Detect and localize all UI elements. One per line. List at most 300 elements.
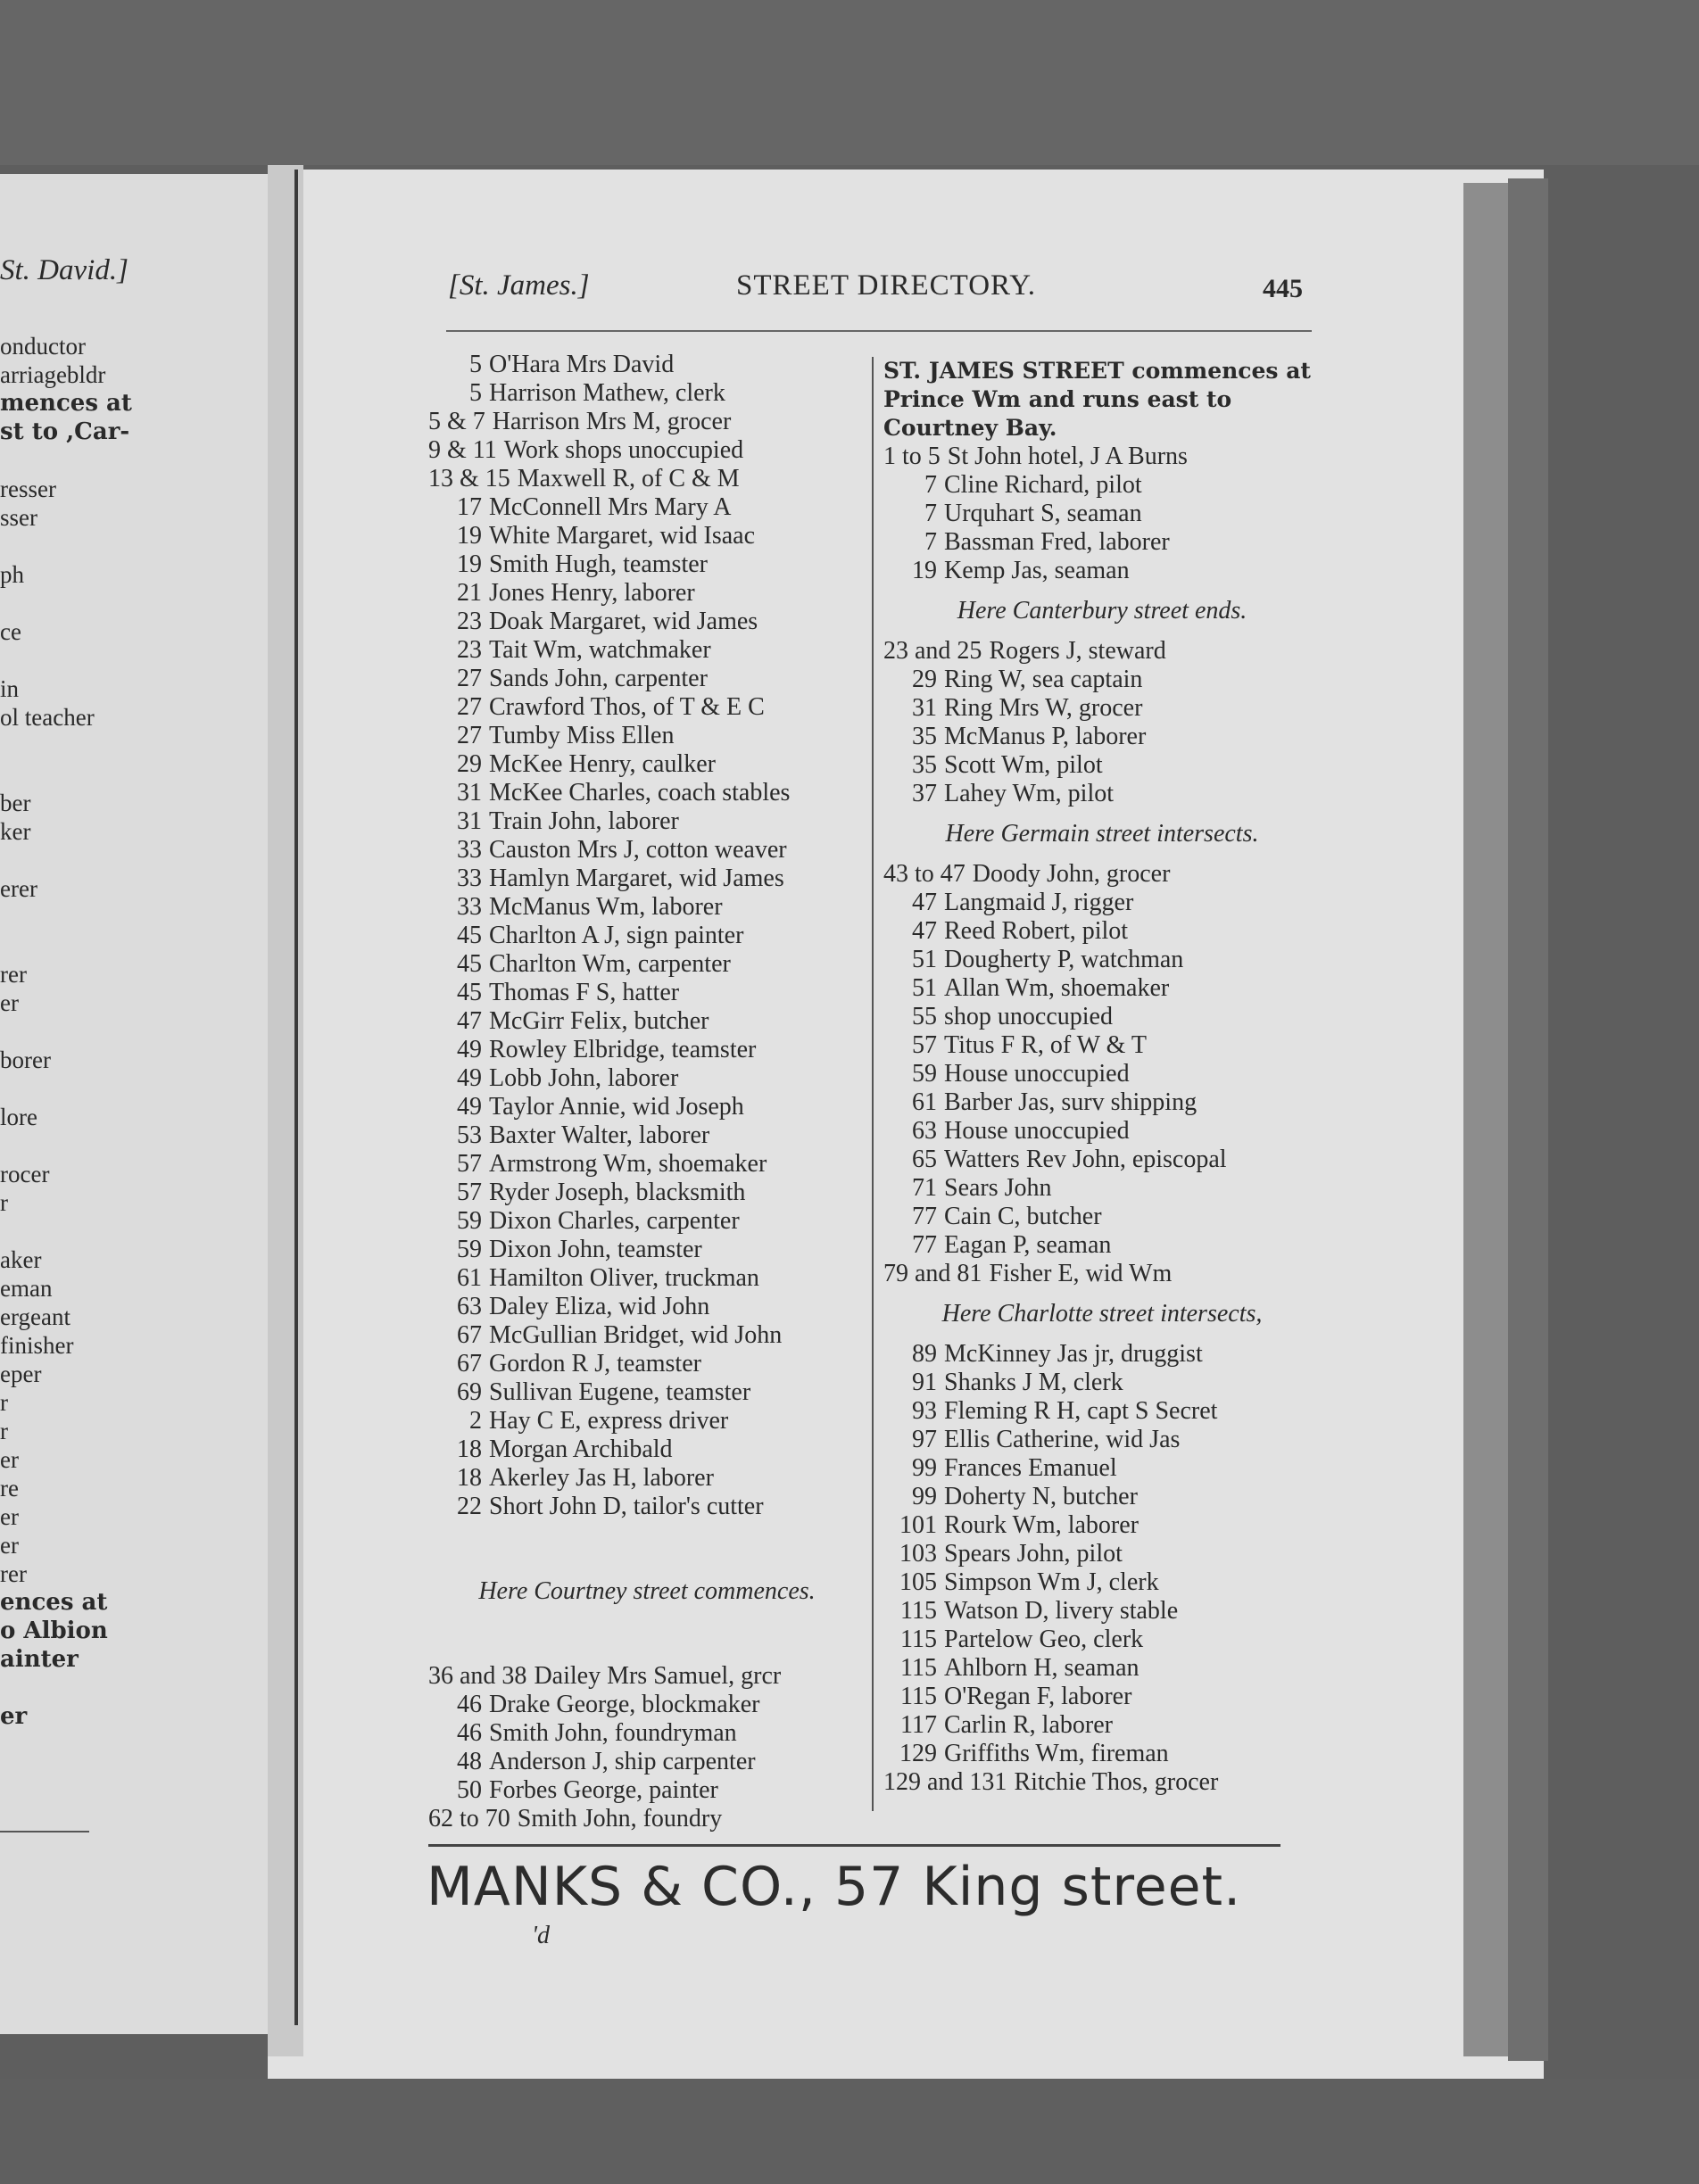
resident-name: Cain C, butcher (944, 1203, 1102, 1230)
directory-entry (428, 1407, 866, 1435)
left-page-fragment: r (0, 1189, 8, 1216)
resident-name: Rourk Wm, laborer (944, 1511, 1139, 1539)
house-number: 7 (924, 471, 937, 499)
house-number: 37 (912, 780, 937, 807)
street-heading: ST. JAMES STREET commences at Prince Wm and runs east to Courtney Bay. (883, 358, 1311, 441)
directory-entry (428, 522, 866, 550)
resident-name: Armstrong Wm, shoemaker (489, 1150, 767, 1178)
directory-entry (428, 1435, 866, 1464)
house-number: 105 (899, 1568, 937, 1596)
resident-name: Scott Wm, pilot (944, 751, 1103, 779)
resident-name: Smith John, foundryman (489, 1719, 737, 1747)
directory-entry (428, 1662, 866, 1691)
resident-name: Allan Wm, shoemaker (944, 974, 1170, 1002)
left-page-fragment: eman (0, 1275, 53, 1302)
resident-name: Eagan P, seaman (944, 1231, 1112, 1259)
left-page-fragment: ainter (0, 1646, 79, 1673)
house-number: 49 (457, 1064, 482, 1092)
directory-entry (883, 1174, 1321, 1203)
directory-entry (428, 779, 866, 807)
house-number: 47 (457, 1007, 482, 1035)
house-number: 69 (457, 1378, 482, 1406)
house-number: 53 (457, 1121, 482, 1149)
directory-entry (428, 1464, 866, 1493)
house-number: 23 (457, 608, 482, 635)
directory-entry (428, 864, 866, 893)
left-page-fragment: borer (0, 1046, 51, 1073)
resident-name: Carlin R, laborer (944, 1711, 1113, 1739)
resident-name: Harrison Mrs M, grocer (492, 408, 732, 435)
house-number: 51 (912, 974, 937, 1002)
house-number: 45 (457, 979, 482, 1006)
house-number: 27 (457, 693, 482, 721)
resident-name: Sullivan Eugene, teamster (489, 1378, 751, 1406)
left-page-fragment (0, 646, 277, 674)
house-number: 99 (912, 1483, 937, 1510)
directory-entry (428, 1805, 866, 1833)
left-page-fragment: eper (0, 1361, 42, 1387)
left-page-fragment: o Albion (0, 1617, 108, 1644)
resident-name: Ritchie Thos, grocer (1014, 1768, 1219, 1796)
house-number: 65 (912, 1146, 937, 1173)
resident-name: House unoccupied (944, 1117, 1130, 1145)
house-number: 48 (457, 1748, 482, 1775)
resident-name: Thomas F S, hatter (489, 979, 680, 1006)
directory-entry (428, 1493, 866, 1521)
directory-entry (428, 1264, 866, 1293)
advertisement: MANKS & CO., 57 King street. (427, 1856, 1242, 1918)
left-page-fragment: ences at (0, 1589, 108, 1616)
directory-entry (883, 1626, 1321, 1654)
left-page-fragment: lore (0, 1104, 37, 1130)
resident-name: Ryder Joseph, blacksmith (489, 1179, 746, 1206)
house-number: 23 and 25 (883, 637, 982, 665)
footer-rule (428, 1844, 1280, 1847)
house-number: 47 (912, 889, 937, 916)
left-page-fragment (0, 1674, 277, 1702)
left-page-fragment: er (0, 1503, 19, 1530)
house-number: 49 (457, 1036, 482, 1063)
house-number: 19 (457, 522, 482, 550)
house-number: 93 (912, 1397, 937, 1425)
house-number: 43 to 47 (883, 860, 966, 888)
left-page-fragment (0, 1017, 277, 1046)
directory-entry (883, 723, 1321, 751)
directory-entry (428, 1321, 866, 1350)
header-rule (446, 330, 1312, 332)
left-page-fragment (0, 589, 277, 617)
directory-entry (883, 1768, 1321, 1797)
directory-entry (428, 408, 866, 436)
house-number: 45 (457, 950, 482, 978)
directory-entry (428, 979, 866, 1007)
street-note: Here Canterbury street ends. (957, 597, 1247, 625)
house-number: 57 (457, 1150, 482, 1178)
resident-name: Forbes George, painter (489, 1776, 718, 1804)
resident-name: Partelow Geo, clerk (944, 1626, 1144, 1653)
resident-name: Daley Eliza, wid John (489, 1293, 710, 1320)
resident-name: Doak Margaret, wid James (489, 608, 758, 635)
resident-name: O'Hara Mrs David (489, 351, 675, 378)
directory-entry (428, 493, 866, 522)
scan-background-bottom (0, 2079, 1699, 2184)
directory-entry (883, 500, 1321, 528)
directory-entry (883, 528, 1321, 557)
resident-name: St John hotel, J A Burns (947, 443, 1188, 470)
left-page-fragment (0, 1131, 277, 1160)
left-page-fragment: r (0, 1418, 8, 1444)
directory-entry (428, 550, 866, 579)
directory-entry (883, 1397, 1321, 1426)
directory-entry (883, 1483, 1321, 1511)
resident-name: Short John D, tailor's cutter (489, 1493, 764, 1520)
house-number: 89 (912, 1340, 937, 1368)
house-number: 101 (899, 1511, 937, 1539)
resident-name: Hamlyn Margaret, wid James (489, 864, 784, 892)
resident-name: Train John, laborer (489, 807, 679, 835)
directory-entry (883, 860, 1321, 889)
resident-name: Akerley Jas H, laborer (489, 1464, 714, 1492)
directory-entry (883, 1369, 1321, 1397)
directory-entry (883, 1260, 1321, 1288)
directory-entry (428, 1378, 866, 1407)
directory-entry (883, 666, 1321, 694)
directory-entry (428, 579, 866, 608)
directory-entry (428, 836, 866, 864)
house-number: 33 (457, 893, 482, 921)
house-number: 29 (457, 750, 482, 778)
house-number: 17 (457, 493, 482, 521)
directory-entry (428, 1007, 866, 1036)
house-number: 61 (457, 1264, 482, 1292)
left-page-fragment: er (0, 1532, 19, 1559)
resident-name: Anderson J, ship carpenter (489, 1748, 756, 1775)
house-number: 59 (457, 1236, 482, 1263)
house-number: 99 (912, 1454, 937, 1482)
house-number: 91 (912, 1369, 937, 1396)
directory-entry (883, 1203, 1321, 1231)
house-number: 62 to 70 (428, 1805, 510, 1832)
left-page-fragment (0, 903, 277, 931)
house-number: 18 (457, 1435, 482, 1463)
resident-name: Griffiths Wm, fireman (944, 1740, 1169, 1767)
house-number: 50 (457, 1776, 482, 1804)
gutter-line (294, 170, 298, 2025)
directory-entry (428, 1719, 866, 1748)
house-number: 129 and 131 (883, 1768, 1007, 1796)
house-number: 57 (912, 1031, 937, 1059)
resident-name: Frances Emanuel (944, 1454, 1117, 1482)
left-page-fragment: mences at (0, 390, 132, 417)
directory-entry (883, 1711, 1321, 1740)
house-number: 77 (912, 1203, 937, 1230)
street-note: Here Charlotte street intersects, (941, 1300, 1263, 1328)
directory-entry (428, 693, 866, 722)
resident-name: Gordon R J, teamster (489, 1350, 701, 1377)
directory-entry (883, 1597, 1321, 1626)
resident-name: Ahlborn H, seaman (944, 1654, 1140, 1682)
house-number: 31 (912, 694, 937, 722)
directory-entry (428, 1236, 866, 1264)
directory-entry (883, 946, 1321, 974)
left-page-fragment: ergeant (0, 1303, 70, 1330)
directory-entry (883, 1060, 1321, 1088)
left-page-fragment (0, 1074, 277, 1103)
house-number: 47 (912, 917, 937, 945)
resident-name: O'Regan F, laborer (944, 1683, 1132, 1710)
resident-name: Work shops unoccupied (503, 436, 744, 464)
house-number: 22 (457, 1493, 482, 1520)
house-number: 115 (900, 1626, 937, 1653)
directory-entry (883, 637, 1321, 666)
house-number: 2 (469, 1407, 482, 1435)
house-number: 97 (912, 1426, 937, 1453)
house-number: 1 to 5 (883, 443, 941, 470)
directory-entry (883, 1511, 1321, 1540)
house-number: 51 (912, 946, 937, 973)
house-number: 9 & 11 (428, 436, 497, 464)
left-page-fragment: arriagebldr (0, 361, 106, 388)
left-page-fragment (0, 732, 277, 760)
resident-name: Shanks J M, clerk (944, 1369, 1123, 1396)
resident-name: McConnell Mrs Mary A (489, 493, 732, 521)
house-number: 63 (457, 1293, 482, 1320)
resident-name: Spears John, pilot (944, 1540, 1123, 1568)
house-number: 67 (457, 1321, 482, 1349)
house-number: 77 (912, 1231, 937, 1259)
left-page-fragment: ce (0, 618, 21, 645)
left-page-fragment: ol teacher (0, 704, 95, 731)
directory-entry (883, 1231, 1321, 1260)
directory-entry (428, 351, 866, 379)
column-divider (872, 357, 874, 1811)
page-edge-shadow (1508, 178, 1548, 2061)
resident-name: Ring Mrs W, grocer (944, 694, 1143, 722)
house-number: 23 (457, 636, 482, 664)
house-number: 29 (912, 666, 937, 693)
resident-name: Doody John, grocer (972, 860, 1171, 888)
house-number: 115 (900, 1654, 937, 1682)
resident-name: Drake George, blockmaker (489, 1691, 760, 1718)
resident-name: Dixon John, teamster (489, 1236, 702, 1263)
scan-background-top (0, 0, 1699, 165)
house-number: 18 (457, 1464, 482, 1492)
house-number: 7 (924, 500, 937, 527)
resident-name: Simpson Wm J, clerk (944, 1568, 1159, 1596)
directory-entry (428, 1293, 866, 1321)
directory-entry (883, 1146, 1321, 1174)
resident-name: Kemp Jas, seaman (944, 557, 1130, 584)
resident-name: McGullian Bridget, wid John (489, 1321, 783, 1349)
directory-entry (883, 1740, 1321, 1768)
resident-name: Hamilton Oliver, truckman (489, 1264, 759, 1292)
directory-entry (428, 1121, 866, 1150)
house-number: 5 & 7 (428, 408, 485, 435)
left-page-fragment (0, 846, 277, 874)
directory-entry (883, 1540, 1321, 1568)
resident-name: Taylor Annie, wid Joseph (489, 1093, 744, 1121)
left-page-fragment: resser (0, 476, 56, 502)
resident-name: Charlton Wm, carpenter (489, 950, 731, 978)
left-page-fragment: st to ,Car- (0, 418, 130, 445)
resident-name: Smith Hugh, teamster (489, 550, 708, 578)
resident-name: Ellis Catherine, wid Jas (944, 1426, 1181, 1453)
resident-name: Reed Robert, pilot (944, 917, 1129, 945)
left-page-fragment: rocer (0, 1161, 50, 1187)
house-number: 27 (457, 722, 482, 749)
left-page-fragment (0, 931, 277, 960)
resident-name: Causton Mrs J, cotton weaver (489, 836, 787, 864)
directory-entry (428, 950, 866, 979)
street-note: Here Courtney street commences. (478, 1577, 816, 1605)
directory-entry (883, 1088, 1321, 1117)
directory-entry (883, 1031, 1321, 1060)
house-number: 33 (457, 836, 482, 864)
house-number: 71 (912, 1174, 937, 1202)
left-page-fragment: er (0, 1703, 28, 1730)
footer-mark: 'd (532, 1922, 550, 1949)
column-gap (428, 1521, 866, 1566)
directory-entry (883, 694, 1321, 723)
resident-name: Doherty N, butcher (944, 1483, 1138, 1510)
resident-name: Langmaid J, rigger (944, 889, 1134, 916)
resident-name: McManus P, laborer (944, 723, 1147, 750)
house-number: 57 (457, 1179, 482, 1206)
house-number: 5 (469, 351, 482, 378)
house-number: 36 and 38 (428, 1662, 527, 1690)
street-note: Here Germain street intersects. (945, 820, 1259, 848)
directory-entry (883, 471, 1321, 500)
left-page-fragment (0, 1217, 277, 1245)
house-number: 31 (457, 779, 482, 807)
resident-name: White Margaret, wid Isaac (489, 522, 756, 550)
directory-entry (428, 893, 866, 922)
house-number: 103 (899, 1540, 937, 1568)
resident-name: Tumby Miss Ellen (489, 722, 675, 749)
left-page-fragment: onductor (0, 333, 86, 360)
resident-name: Baxter Walter, laborer (489, 1121, 710, 1149)
house-number: 63 (912, 1117, 937, 1145)
house-number: 35 (912, 723, 937, 750)
resident-name: Ring W, sea captain (944, 666, 1143, 693)
directory-entry (428, 922, 866, 950)
house-number: 35 (912, 751, 937, 779)
directory-entry (883, 889, 1321, 917)
left-page-fragment: in (0, 675, 20, 702)
house-number: 46 (457, 1691, 482, 1718)
directory-entry (428, 722, 866, 750)
directory-column-left (428, 351, 866, 1833)
directory-entry (428, 1691, 866, 1719)
resident-name: Rogers J, steward (989, 637, 1166, 665)
house-number: 13 & 15 (428, 465, 510, 492)
house-number: 115 (900, 1683, 937, 1710)
resident-name: Sands John, carpenter (489, 665, 708, 692)
house-number: 61 (912, 1088, 937, 1116)
house-number: 19 (912, 557, 937, 584)
house-number: 115 (900, 1597, 937, 1625)
left-page-fragment: sser (0, 504, 37, 531)
left-page-fragment: er (0, 1446, 19, 1473)
left-page-fragment: erer (0, 875, 37, 902)
directory-entry (883, 1454, 1321, 1483)
left-page-fragment (0, 446, 277, 475)
resident-name: McManus Wm, laborer (489, 893, 723, 921)
directory-entry (883, 780, 1321, 808)
left-page-fragment: rer (0, 1560, 27, 1587)
directory-entry (428, 1093, 866, 1121)
directory-entry (428, 1179, 866, 1207)
resident-name: Lahey Wm, pilot (944, 780, 1114, 807)
left-page-fragment: ber (0, 790, 31, 816)
directory-entry (883, 974, 1321, 1003)
resident-name: Titus F R, of W & T (944, 1031, 1147, 1059)
resident-name: McKee Henry, caulker (489, 750, 716, 778)
house-number: 79 and 81 (883, 1260, 982, 1287)
directory-entry (883, 1117, 1321, 1146)
resident-name: Lobb John, laborer (489, 1064, 679, 1092)
directory-entry (883, 557, 1321, 585)
house-number: 49 (457, 1093, 482, 1121)
resident-name: Watson D, livery stable (944, 1597, 1179, 1625)
directory-entry (883, 917, 1321, 946)
running-header-section: [St. James.] (448, 269, 590, 302)
directory-entry (428, 636, 866, 665)
resident-name: Harrison Mathew, clerk (489, 379, 725, 407)
column-gap (428, 1617, 866, 1662)
resident-name: Fleming R H, capt S Secret (944, 1397, 1218, 1425)
directory-entry (883, 1426, 1321, 1454)
resident-name: Cline Richard, pilot (944, 471, 1142, 499)
left-page-fragment: re (0, 1475, 19, 1502)
resident-name: Morgan Archibald (489, 1435, 673, 1463)
directory-entry (883, 1654, 1321, 1683)
resident-name: House unoccupied (944, 1060, 1130, 1088)
directory-entry (883, 1568, 1321, 1597)
left-page-fragment: ker (0, 818, 31, 845)
left-page-fragment: finisher (0, 1332, 74, 1359)
left-page-fragment: er (0, 989, 19, 1016)
house-number: 7 (924, 528, 937, 556)
resident-name: shop unoccupied (944, 1003, 1113, 1030)
directory-entry (428, 1036, 866, 1064)
directory-entry (428, 436, 866, 465)
left-page-fragment (0, 760, 277, 789)
resident-name: McKee Charles, coach stables (489, 779, 791, 807)
left-page-fragment (0, 532, 277, 560)
resident-name: Dixon Charles, carpenter (489, 1207, 740, 1235)
house-number: 21 (457, 579, 482, 607)
resident-name: Smith John, foundry (517, 1805, 723, 1832)
directory-entry (883, 1003, 1321, 1031)
running-header-title: STREET DIRECTORY. (736, 269, 1037, 302)
house-number: 55 (912, 1003, 937, 1030)
resident-name: Bassman Fred, laborer (944, 528, 1170, 556)
left-page-rule (0, 1831, 89, 1832)
directory-entry (428, 1064, 866, 1093)
resident-name: Barber Jas, surv shipping (944, 1088, 1198, 1116)
directory-entry (428, 1350, 866, 1378)
house-number: 27 (457, 665, 482, 692)
house-number: 59 (457, 1207, 482, 1235)
house-number: 19 (457, 550, 482, 578)
left-page-fragment: r (0, 1389, 8, 1416)
directory-entry (428, 750, 866, 779)
resident-name: Fisher E, wid Wm (989, 1260, 1173, 1287)
house-number: 67 (457, 1350, 482, 1377)
house-number: 117 (900, 1711, 937, 1739)
resident-name: Tait Wm, watchmaker (489, 636, 711, 664)
